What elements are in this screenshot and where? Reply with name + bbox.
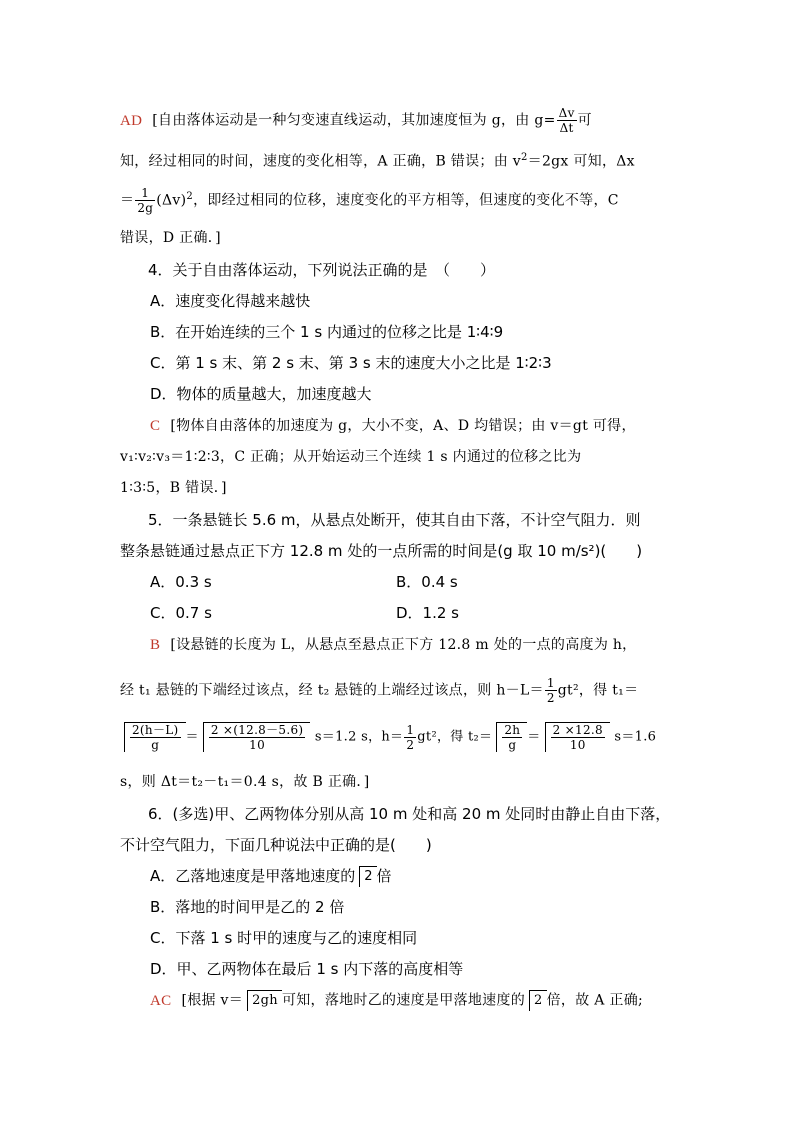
q6-option-b: B．落地的时间甲是乙的 2 倍 bbox=[150, 898, 345, 916]
q5-option-c: C．0.7 s bbox=[150, 604, 212, 622]
sol4-line1: C [物体自由落体的加速度为 g，大小不变，A、D 均错误；由 v＝gt 可得， bbox=[150, 418, 636, 434]
sol6-answer: AC bbox=[150, 992, 172, 1009]
sol5-sqrt-2: $\frac{2 \times(12.8-5.6)}{10}$ bbox=[203, 722, 311, 752]
sqrt-2b: 2 bbox=[529, 990, 547, 1011]
q4-option-a: A．速度变化得越来越快 bbox=[150, 292, 311, 310]
sol3-text1: [自由落体运动是一种匀变速直线运动，其加速度恒为 bbox=[152, 112, 487, 129]
sol5-sqrt-1: $\frac{2(h-L)}{g}$ bbox=[124, 722, 186, 752]
sol4-answer: C bbox=[150, 418, 161, 434]
sol5-line4: s，则 Δt＝t₂－t₁＝0.4 s，故 B 正确．] bbox=[120, 774, 370, 790]
sol3-line2: 知，经过相同的时间，速度的变化相等，A 正确，B 错误；由 $v^2=2gx$ 可知，Δx bbox=[120, 152, 635, 170]
sol3-line1: AD [自由落体运动是一种匀变速直线运动，其加速度恒为 g，由 g= $\frac{\Delta v}{\Delta t}$ 可 bbox=[120, 106, 592, 135]
sol3-text1b: g，由 g= bbox=[491, 112, 556, 129]
q6-option-d: D．甲、乙两物体在最后 1 s 内下落的高度相等 bbox=[150, 960, 464, 978]
sol5-line3: $\frac{2(h-L)}{g}$ ＝ $\frac{2 \times(12.8-5.6)}{10}$ s＝1.2 s，h＝ $\frac{1}{2}$ gt²，得 t₂＝ $\frac{2h}{g}$ ＝ $\frac{2 \times 12.8}{10}$ s＝1.6 bbox=[120, 722, 680, 752]
q5-option-d: D．1.2 s bbox=[396, 604, 459, 622]
sol3-frac-1-2g: $\frac{1}{2g}$ bbox=[137, 186, 154, 215]
q6-line1: 6．(多选)甲、乙两物体分别从高 10 m 处和高 20 m 处同时由静止自由下落， bbox=[148, 805, 671, 823]
sol5-sqrt-3: $\frac{2h}{g}$ bbox=[496, 722, 527, 752]
sol5-line1: B [设悬链的长度为 L，从悬点至悬点正下方 12.8 m 处的一点的高度为 h， bbox=[150, 637, 637, 653]
sol3-answer: AD bbox=[120, 112, 143, 129]
sol5-line2: 经 t₁ 悬链的下端经过该点，经 t₂ 悬链的上端经过该点，则 h－L＝ $\frac{1}{2}$ gt²，得 t₁＝ bbox=[120, 676, 639, 705]
sqrt-2gh: 2gh bbox=[247, 990, 282, 1011]
sol5-sqrt-4: $\frac{2 \times 12.8}{10}$ bbox=[545, 722, 610, 752]
sqrt-2: 2 bbox=[359, 866, 376, 887]
sol5-frac-half: $\frac{1}{2}$ bbox=[546, 676, 555, 705]
q4-stem: 4．关于自由落体运动，下列说法正确的是 （ ） bbox=[148, 261, 496, 279]
sol5-answer: B bbox=[150, 637, 161, 653]
sol4-line2: v₁∶v₂∶v₃＝1∶2∶3，C 正确；从开始运动三个连续 1 s 内通过的位移之比为 bbox=[120, 449, 582, 465]
q5-option-b: B．0.4 s bbox=[396, 573, 458, 591]
q4-option-d: D．物体的质量越大，加速度越大 bbox=[150, 385, 372, 403]
sol3-line3: ＝ $\frac{1}{2g}$ $(\Delta v)^2$，即经过相同的位移，速度变化的平方相等，但速度的变化不等，C bbox=[120, 186, 619, 215]
q4-option-c: C．第 1 s 末、第 2 s 末、第 3 s 末的速度大小之比是 1∶2∶3 bbox=[150, 354, 552, 372]
sol4-line3: 1∶3∶5，B 错误．] bbox=[120, 480, 227, 496]
sol3-line4: 错误，D 正确．] bbox=[120, 230, 221, 246]
q5-option-a: A．0.3 s bbox=[150, 573, 212, 591]
q4-option-b: B．在开始连续的三个 1 s 内通过的位移之比是 1∶4∶9 bbox=[150, 323, 504, 341]
q6-option-c: C．下落 1 s 时甲的速度与乙的速度相同 bbox=[150, 929, 418, 947]
q5-line1: 5．一条悬链长 5.6 m，从悬点处断开，使其自由下落，不计空气阻力．则 bbox=[148, 511, 641, 529]
sol3-frac-dv-dt: $\frac{\Delta v}{\Delta t}$ bbox=[558, 106, 575, 135]
q6-line2: 不计空气阻力，下面几种说法中正确的是( ) bbox=[120, 836, 432, 854]
q6-option-a: A．乙落地速度是甲落地速度的 2 倍 bbox=[150, 867, 392, 885]
sol6-line1: AC [根据 v＝ 2gh 可知，落地时乙的速度是甲落地速度的 2 倍，故 A 正确; bbox=[150, 990, 678, 1011]
q5-line2: 整条悬链通过悬点正下方 12.8 m 处的一点所需的时间是(g 取 10 m/s²)( ) bbox=[120, 542, 643, 560]
